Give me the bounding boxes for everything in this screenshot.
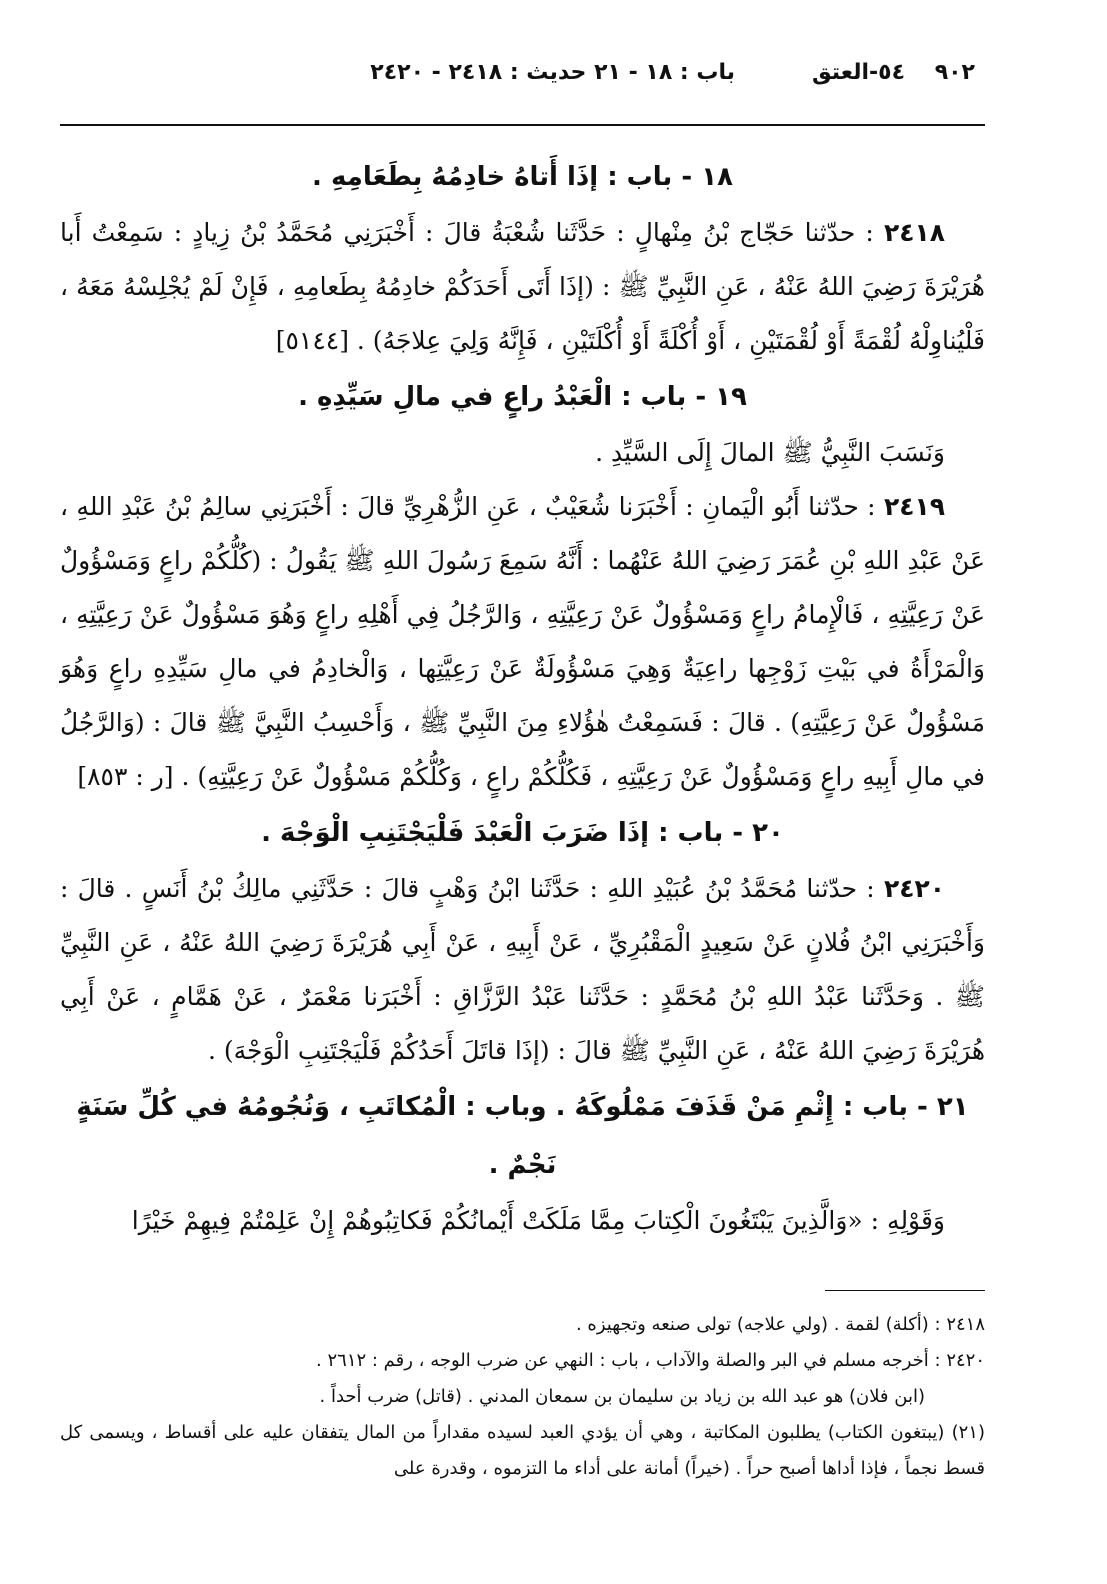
chapter-heading-21: ٢١ - باب : إِثْمِ مَنْ قَذَفَ مَمْلُوكَهُ . وباب : الْمُكاتَبِ ، وَنُجُومُهُ في كُلِّ سَنَةٍ نَجْمٌ . [76, 1092, 969, 1180]
chapter-note-19: وَنَسَبَ النَّبِيُّ ﷺ المالَ إِلَى السَّيِّدِ . [595, 438, 945, 467]
hadith-text: : حدّثنا أَبُو الْيَمانِ : أَخْبَرَنا شُعَيْبٌ ، عَنِ الزُّهْرِيِّ قالَ : أَخْبَرَنِي سالِمُ بْنُ عَبْدِ اللهِ ، عَنْ عَبْدِ اللهِ بْنِ عُمَرَ رَضِيَ اللهُ عَنْهُما : أَنَّهُ سَمِعَ رَسُولَ اللهِ ﷺ يَقُولُ : (كُلُّكُمْ راعٍ وَمَسْؤُولٌ عَنْ رَعِيَّتِهِ ، فَالْإِمامُ راعٍ وَمَسْؤُولٌ عَنْ رَعِيَّتِهِ ، وَالرَّجُلُ فِي أَهْلِهِ راعٍ وَهُوَ مَسْؤُولٌ عَنْ رَعِيَّتِهِ ، وَالْمَرْأَةُ في بَيْتِ زَوْجِها راعِيَةٌ وَهِيَ مَسْؤُولَةٌ عَنْ رَعِيَّتِها ، وَالْخادِمُ في مالِ سَيِّدِهِ راعٍ وَهُوَ مَسْؤُولٌ عَنْ رَعِيَّتِهِ) . قالَ : فَسَمِعْتُ هٰؤُلاءِ مِنَ النَّبِيِّ ﷺ ، وَأَحْسِبُ النَّبِيَّ ﷺ قالَ : (وَالرَّجُلُ في مالِ أَبِيهِ راعٍ وَمَسْؤُولٌ عَنْ رَعِيَّتِهِ ، فَكُلُّكُمْ راعٍ ، وَكُلُّكُمْ مَسْؤُولٌ عَنْ رَعِيَّتِهِ) . [ر : ٨٥٣] [60, 492, 985, 791]
chapter-heading-20: ٢٠ - باب : إذَا ضَرَبَ الْعَبْدَ فَلْيَجْتَنِبِ الْوَجْهَ . [261, 818, 784, 848]
hadith-2419 [60, 480, 985, 804]
footnote-2420: ٢٤٢٠ : أخرجه مسلم في البر والصلة والآداب ، باب : النهي عن ضرب الوجه ، رقم : ٢٦١٢ . [316, 1350, 985, 1371]
hadith-number: ٢٤١٨ [883, 218, 945, 247]
hadith-number: ٢٤٢٠ [883, 874, 945, 903]
hadith-number: ٢٤١٩ [883, 492, 945, 521]
footnote-21: (٢١) (يبتغون الكتاب) يطلبون المكاتبة ، وهي أن يؤدي العبد لسيده مقداراً من المال يتفقان عليه على أقساط ، ويسمى كل قسط نجماً ، فإذا أداها أصبح حراً . (خيراً) أمانة على أداء ما التزموه ، وقدرة على [60, 1422, 985, 1479]
hadith-text: : حدّثنا مُحَمَّدُ بْنُ عُبَيْدِ اللهِ : حَدَّثَنا ابْنُ وَهْبٍ قالَ : حَدَّثَنِي مالِكُ بْنُ أَنَسٍ . قالَ : وَأَخْبَرَنِي ابْنُ فُلانٍ عَنْ سَعِيدٍ الْمَقْبُرِيِّ ، عَنْ أَبِيهِ ، عَنْ أَبِي هُرَيْرَةَ رَضِيَ اللهُ عَنْهُ ، عَنِ النَّبِيِّ ﷺ . وَحَدَّثَنا عَبْدُ اللهِ بْنُ مُحَمَّدٍ : حَدَّثَنا عَبْدُ الرَّزَّاقِ : أَخْبَرَنا مَعْمَرٌ ، عَنْ هَمَّامٍ ، عَنْ أَبِي هُرَيْرَةَ رَضِيَ اللهُ عَنْهُ ، عَنِ النَّبِيِّ ﷺ قالَ : (إذَا قاتَلَ أَحَدُكُمْ فَلْيَجْتَنِبِ الْوَجْهَ) . [60, 874, 986, 1065]
hadith-2418 [60, 206, 985, 368]
chapter-heading-18: ١٨ - باب : إذَا أَتاهُ خادِمُهُ بِطَعَامِهِ . [312, 162, 733, 192]
running-header [60, 60, 985, 114]
footnote-2418: ٢٤١٨ : (أكلة) لقمة . (ولي علاجه) تولى صنعه وتجهيزه . [575, 1314, 985, 1335]
hadith-text: : حدّثنا حَجّاج بْنُ مِنْهالٍ : حَدَّثَنا شُعْبَةُ قالَ : أَخْبَرَنِي مُحَمَّدُ بْنُ زِيادٍ : سَمِعْتُ أَبا هُرَيْرَةَ رَضِيَ اللهُ عَنْهُ ، عَنِ النَّبِيِّ ﷺ : (إذَا أَتَى أَحَدَكُمْ خادِمُهُ بِطَعامِهِ ، فَإِنْ لَمْ يُجْلِسْهُ مَعَهُ ، فَلْيُناوِلْهُ لُقْمَةً أَوْ لُقْمَتَيْنِ ، أَوْ أُكْلَةً أَوْ أُكْلَتَيْنِ ، فَإِنَّهُ وَلِيَ عِلاجَهُ) . [٥١٤٤] [60, 218, 985, 355]
chapter-note-21: وَقَوْلِهِ : «وَالَّذِينَ يَبْتَغُونَ الْكِتابَ مِمَّا مَلَكَتْ أَيْمانُكُمْ فَكاتِبُوهُمْ إِنْ عَلِمْتُمْ فِيهِمْ خَيْرًا [131, 1206, 945, 1235]
chapter-reference: باب : ١٨ - ٢١ حديث : ٢٤١٨ - ٢٤٢٠ [370, 60, 735, 85]
book-title: ٥٤-العتق [811, 60, 905, 85]
page-number: ٩٠٢ [934, 60, 975, 85]
hadith-2420 [60, 862, 985, 1078]
footnote-rule [825, 1290, 985, 1291]
chapter-heading-19: ١٩ - باب : الْعَبْدُ راعٍ في مالِ سَيِّدِهِ . [298, 382, 747, 412]
main-text [60, 148, 985, 1248]
footnote-2420-note: (ابن فلان) هو عبد الله بن زياد بن سليمان بن سمعان المدني . (قاتل) ضرب أحداً . [319, 1386, 925, 1407]
header-rule [60, 124, 985, 126]
footnotes [60, 1307, 985, 1487]
